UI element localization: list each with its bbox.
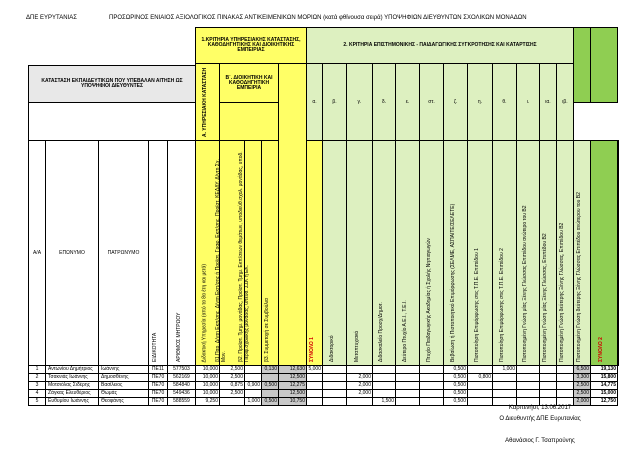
cell-aa: 1 (29, 366, 46, 374)
cell-am: 588559 (168, 398, 196, 406)
col-g-a: Διδακτορικό (328, 335, 335, 362)
cell-gia (540, 366, 557, 374)
cell-gst (420, 398, 444, 406)
cell-gb (323, 390, 347, 398)
cell-gz: 0,500 (444, 366, 468, 374)
cell-ge (396, 390, 420, 398)
letter-i: ι. (517, 64, 540, 141)
signatory-name: Αθανάσιος Γ. Τσαπρούνης (505, 438, 575, 444)
cell-c3 (245, 374, 262, 382)
cell-father: Θεοφάνης (99, 398, 149, 406)
table-row (29, 382, 619, 390)
cell-gib (557, 390, 574, 398)
cell-gb (323, 382, 347, 390)
cell-gst (420, 374, 444, 382)
cell-total: 14,775 (591, 382, 618, 390)
letter-st: στ. (420, 64, 444, 141)
col-c2: β1.Παρ. Δ/ντη Εκπ/σης, Δ/ντη Εκπ/σης ή Προϊστ. Γραφ. Εκπ/σης, Προϊστ. ΚΕΔΔΥ, Δ/ντη Σχ. Μον. (215, 159, 227, 362)
cell-gb (323, 366, 347, 374)
letter-z: ζ. (444, 64, 468, 141)
cell-c4: 0,500 (262, 382, 279, 390)
cell-c1: 10,000 (196, 382, 220, 390)
cell-aa: 4 (29, 390, 46, 398)
cell-total: 19,130 (591, 366, 618, 374)
col-c3: β2. Προϊστ. Τμημ. μονάδας, Προϊστ. Τμημ. Εκπ/σεων θεμάτων, υποδιεύθ.σχολ. μονάδας, υποδ. Περιφ.σχολικής μονάδας, υπευθ. ΣΣΚ ή ΕΚ. (237, 151, 250, 362)
cell-spec: ΠΕ70 (149, 398, 168, 406)
cell-gd (373, 374, 396, 382)
col-g-ia: Πιστοποιημένη Γνώση δεύτερης Ξένης Γλώσσας, Επιπέδου Β2 (559, 222, 565, 362)
cell-sum2: 2,500 (574, 382, 591, 390)
col-g-c: Διδασκαλείο Προσχ/Δημοτ. (378, 302, 384, 362)
cell-spec: ΠΕ70 (149, 382, 168, 390)
cell-surname: Τσακνιάς Ιωάννης (46, 374, 99, 382)
cell-ga (307, 398, 323, 406)
cell-c3 (245, 390, 262, 398)
cell-c4 (262, 374, 279, 382)
cell-ga (307, 374, 323, 382)
cell-am: 577503 (168, 366, 196, 374)
table-row (29, 390, 619, 398)
cell-gth (493, 374, 517, 382)
cell-am: 562169 (168, 374, 196, 382)
department-label: ΔΠΕ ΕΥΡΥΤΑΝΙΑΣ (26, 15, 77, 21)
cell-c3 (245, 366, 262, 374)
cell-gc (347, 398, 373, 406)
cell-spec: ΠΕ11 (149, 366, 168, 374)
cell-am: 584840 (168, 382, 196, 390)
cell-c1: 9,250 (196, 398, 220, 406)
cell-c2 (220, 398, 245, 406)
table-row (29, 374, 619, 382)
cell-gd: 1,500 (373, 398, 396, 406)
cell-c4: 0,500 (262, 398, 279, 406)
letter-ib: ιβ. (557, 64, 574, 141)
col-specialty: ΕΙΔΙΚΟΤΗΤΑ (152, 332, 158, 362)
cell-surname: Αντωνίου Δημήτριος (46, 366, 99, 374)
col-g-i: Πιστοποιημένη Γνώση μίας Ξένης Γλώσσας, Επιπέδου Β2 (542, 233, 548, 362)
cell-gc: 2,000 (347, 390, 373, 398)
col-am: ΑΡΙΘΜΟΣ ΜΗΤΡΩΟΥ (175, 312, 182, 362)
signatory-role: Ο Διευθυντής ΔΠΕ Ευρυτανίας (499, 416, 581, 422)
cell-aa: 2 (29, 374, 46, 382)
cell-sum1: 12,500 (279, 390, 307, 398)
cell-sum2: 2,000 (574, 398, 591, 406)
cell-ge (396, 382, 420, 390)
letter-a: α. (307, 64, 323, 141)
cell-gib (557, 382, 574, 390)
cell-c1: 10,000 (196, 390, 220, 398)
letter-h: η. (468, 64, 493, 141)
cell-father: Δημοσθένης (99, 374, 149, 382)
cell-gb (323, 374, 347, 382)
subgroup-b-label: Β΄. ΔΙΟΙΚΗΤΙΚΗ ΚΑΙ ΚΑΘΟΔΗΓΗΤΙΚΗ ΕΜΠΕΙΡΙΑ (220, 64, 279, 103)
cell-gi (517, 374, 540, 382)
cell-surname: Ευθυμίου Ιωάννης (46, 398, 99, 406)
cell-sum2: 6,500 (574, 366, 591, 374)
cell-gia (540, 374, 557, 382)
col-sum1: ΣΥΝΟΛΟ 1 (308, 337, 315, 362)
cell-father: Ιωάννης (99, 366, 149, 374)
col-surname: ΕΠΩΝΥΜΟ (46, 141, 99, 366)
cell-surname: Ζάγκας Ελευθέριος (46, 390, 99, 398)
cell-spec: ΠΕ70 (149, 374, 168, 382)
letter-th: θ. (493, 64, 517, 141)
table-row (29, 366, 619, 374)
ranking-table (28, 27, 619, 406)
cell-total: 15,000 (591, 390, 618, 398)
col-g-th: Πιστοποιημένη Γνώση μίας Ξένης Γλώσσας Επιπέδου ανώτερο του Β2 (522, 205, 528, 362)
cell-c3: 1,000 (245, 398, 262, 406)
cell-c1: 10,000 (196, 366, 220, 374)
cell-sum1: 10,750 (279, 398, 307, 406)
cell-sum1: 12,275 (279, 382, 307, 390)
col-father: ΠΑΤΡΩΝΥΜΟ (99, 141, 149, 366)
cell-father: Θωμάς (99, 390, 149, 398)
cell-c2: 2,500 (220, 366, 245, 374)
cell-gst (420, 390, 444, 398)
col-g-z: Πιστοποίηση Επιμόρφωσης στις Τ.Π.Ε. Επιπέδου 1 (474, 248, 480, 362)
place-date: Καρπενήσι, 13.06.2017 (508, 405, 572, 411)
cell-total: 12,750 (591, 398, 618, 406)
cell-gz: 0,500 (444, 390, 468, 398)
col-g-b: Μεταπτυχιακό (353, 330, 360, 362)
cell-gth: 1,000 (493, 366, 517, 374)
cell-c2: 0,875 (220, 382, 245, 390)
cell-gc: 2,000 (347, 382, 373, 390)
cell-c4 (262, 390, 279, 398)
subgroup-a-label: Α. ΥΠΗΡΕΣΙΑΚΗ ΚΑΤΑΣΤΑΣΗ (201, 67, 208, 137)
cell-spec: ΠΕ70 (149, 390, 168, 398)
col-c1: Διδακτική Υπηρεσία (από τα 8α έτη και μετά) (201, 263, 207, 362)
col-c4: β3. Συμμετοχή σε Συμβούλια (264, 298, 270, 362)
cell-ge (396, 366, 420, 374)
col-g-d: Δεύτερο Πτυχίο Α.Ε.Ι., Τ.Ε.Ι. (401, 300, 408, 362)
cell-gi (517, 390, 540, 398)
cell-gib (557, 374, 574, 382)
cell-sum2: 3,300 (574, 374, 591, 382)
cell-gh (468, 390, 493, 398)
cell-gi (517, 366, 540, 374)
col-g-e: Πτυχίο Παιδαγωγικής Ακαδημίας ή Σχολής Νηπιαγωγών (425, 238, 432, 362)
cell-gh: 0,800 (468, 374, 493, 382)
left-group-title: ΚΑΤΑΣΤΑΣΗ ΕΚΠΑΙΔΕΥΤΙΚΩΝ ΠΟΥ ΥΠΕΒΑΛΑΝ ΑΙΤΗΣΗ ΩΣ ΥΠΟΨΗΦΙΟΙ ΔΙΕΥΘΥΝΤΕΣ (29, 65, 196, 103)
cell-gd (373, 366, 396, 374)
cell-gia (540, 382, 557, 390)
cell-c2: 2,500 (220, 390, 245, 398)
letter-b: β. (323, 64, 347, 141)
col-aa: Α/Α (29, 141, 46, 366)
cell-aa: 3 (29, 382, 46, 390)
cell-ga: 5,000 (308, 366, 321, 372)
col-total (618, 321, 619, 362)
cell-c4: 0,130 (262, 366, 279, 374)
cell-gh (468, 366, 493, 374)
cell-gz: 0,500 (444, 382, 468, 390)
cell-gc: 2,000 (347, 374, 373, 382)
cell-gib (557, 366, 574, 374)
col-g-h: Πιστοποίηση Επιμόρφωσης στις Τ.Π.Ε. Επιπέδου 2 (498, 248, 505, 362)
cell-gz: 0,500 (444, 374, 468, 382)
cell-gst (420, 366, 444, 374)
cell-gd (373, 382, 396, 390)
group2-header: 2. ΚΡΙΤΗΡΙΑ ΕΠΙΣΤΗΜΟΝΙΚΗΣ - ΠΑΙΔΑΓΩΓΙΚΗΣ ΣΥΓΚΡΟΤΗΣΗΣ ΚΑΙ ΚΑΤΑΡΤΙΣΗΣ (307, 28, 574, 64)
cell-ga (307, 382, 323, 390)
cell-gc (347, 366, 373, 374)
letter-c: γ. (347, 64, 373, 141)
cell-sum1: 12,630 (279, 366, 307, 374)
cell-ga (307, 390, 323, 398)
cell-total: 15,800 (591, 374, 618, 382)
cell-sum2: 2,500 (574, 390, 591, 398)
cell-gia (540, 390, 557, 398)
letter-e: ε. (396, 64, 420, 141)
cell-gth (493, 390, 517, 398)
cell-surname: Μοτσιόλας Σιδέρης (46, 382, 99, 390)
cell-gh (468, 382, 493, 390)
cell-sum1: 12,500 (279, 374, 307, 382)
cell-gd (373, 390, 396, 398)
col-g-ib: Πιστοποιημένη Γνώση δεύτερης Ξένης Γλώσσας Επιπέδου ανώτερου του Β2 (576, 192, 582, 362)
group1-header: 1.ΚΡΙΤΗΡΙΑ ΥΠΗΡΕΣΙΑΚΗΣ ΚΑΤΑΣΤΑΣΗΣ, ΚΑΘΟΔΗΓΗΤΙΚΗΣ ΚΑΙ ΔΙΟΙΚΗΤΙΚΗΣ ΕΜΠΕΙΡΙΑΣ (196, 28, 307, 64)
cell-c3: 0,900 (245, 382, 262, 390)
cell-gz: 0,500 (444, 398, 468, 406)
cell-gi (517, 382, 540, 390)
document-title: ΠΡΟΣΩΡΙΝΟΣ ΕΝΙΑΙΟΣ ΑΞΙΟΛΟΓΙΚΟΣ ΠΙΝΑΚΑΣ ΑΝΤΙΚΕΙΜΕΝΙΚΩΝ ΜΟΡΙΩΝ (κατά φθίνουσα σειρά) ΥΠΟΨΗΦΙΩΝ ΔΙΕΥΘΥΝΤΩΝ ΣΧΟΛΙΚΩΝ ΜΟΝΑΔΩΝ (109, 15, 527, 21)
col-g-st: Βεβαίωση ή Πιστοποιητικό Επιμόρφωσης (ΣΕΛΜΕ, ΑΣΠΑΙΤΕ/ΣΕΛΕΤΕ) (449, 203, 456, 362)
cell-gth (493, 382, 517, 390)
cell-gb (323, 398, 347, 406)
letter-d: δ. (373, 64, 396, 141)
col-sum2: ΣΥΝΟΛΟ 2 (598, 337, 604, 362)
cell-ge (396, 398, 420, 406)
cell-am: 549436 (168, 390, 196, 398)
cell-c2: 2,500 (220, 374, 245, 382)
cell-gst (420, 382, 444, 390)
letter-ia: ια. (540, 64, 557, 141)
cell-ge (396, 374, 420, 382)
cell-aa: 5 (29, 398, 46, 406)
cell-father: Βασίλειος (99, 382, 149, 390)
cell-c1: 10,000 (196, 374, 220, 382)
